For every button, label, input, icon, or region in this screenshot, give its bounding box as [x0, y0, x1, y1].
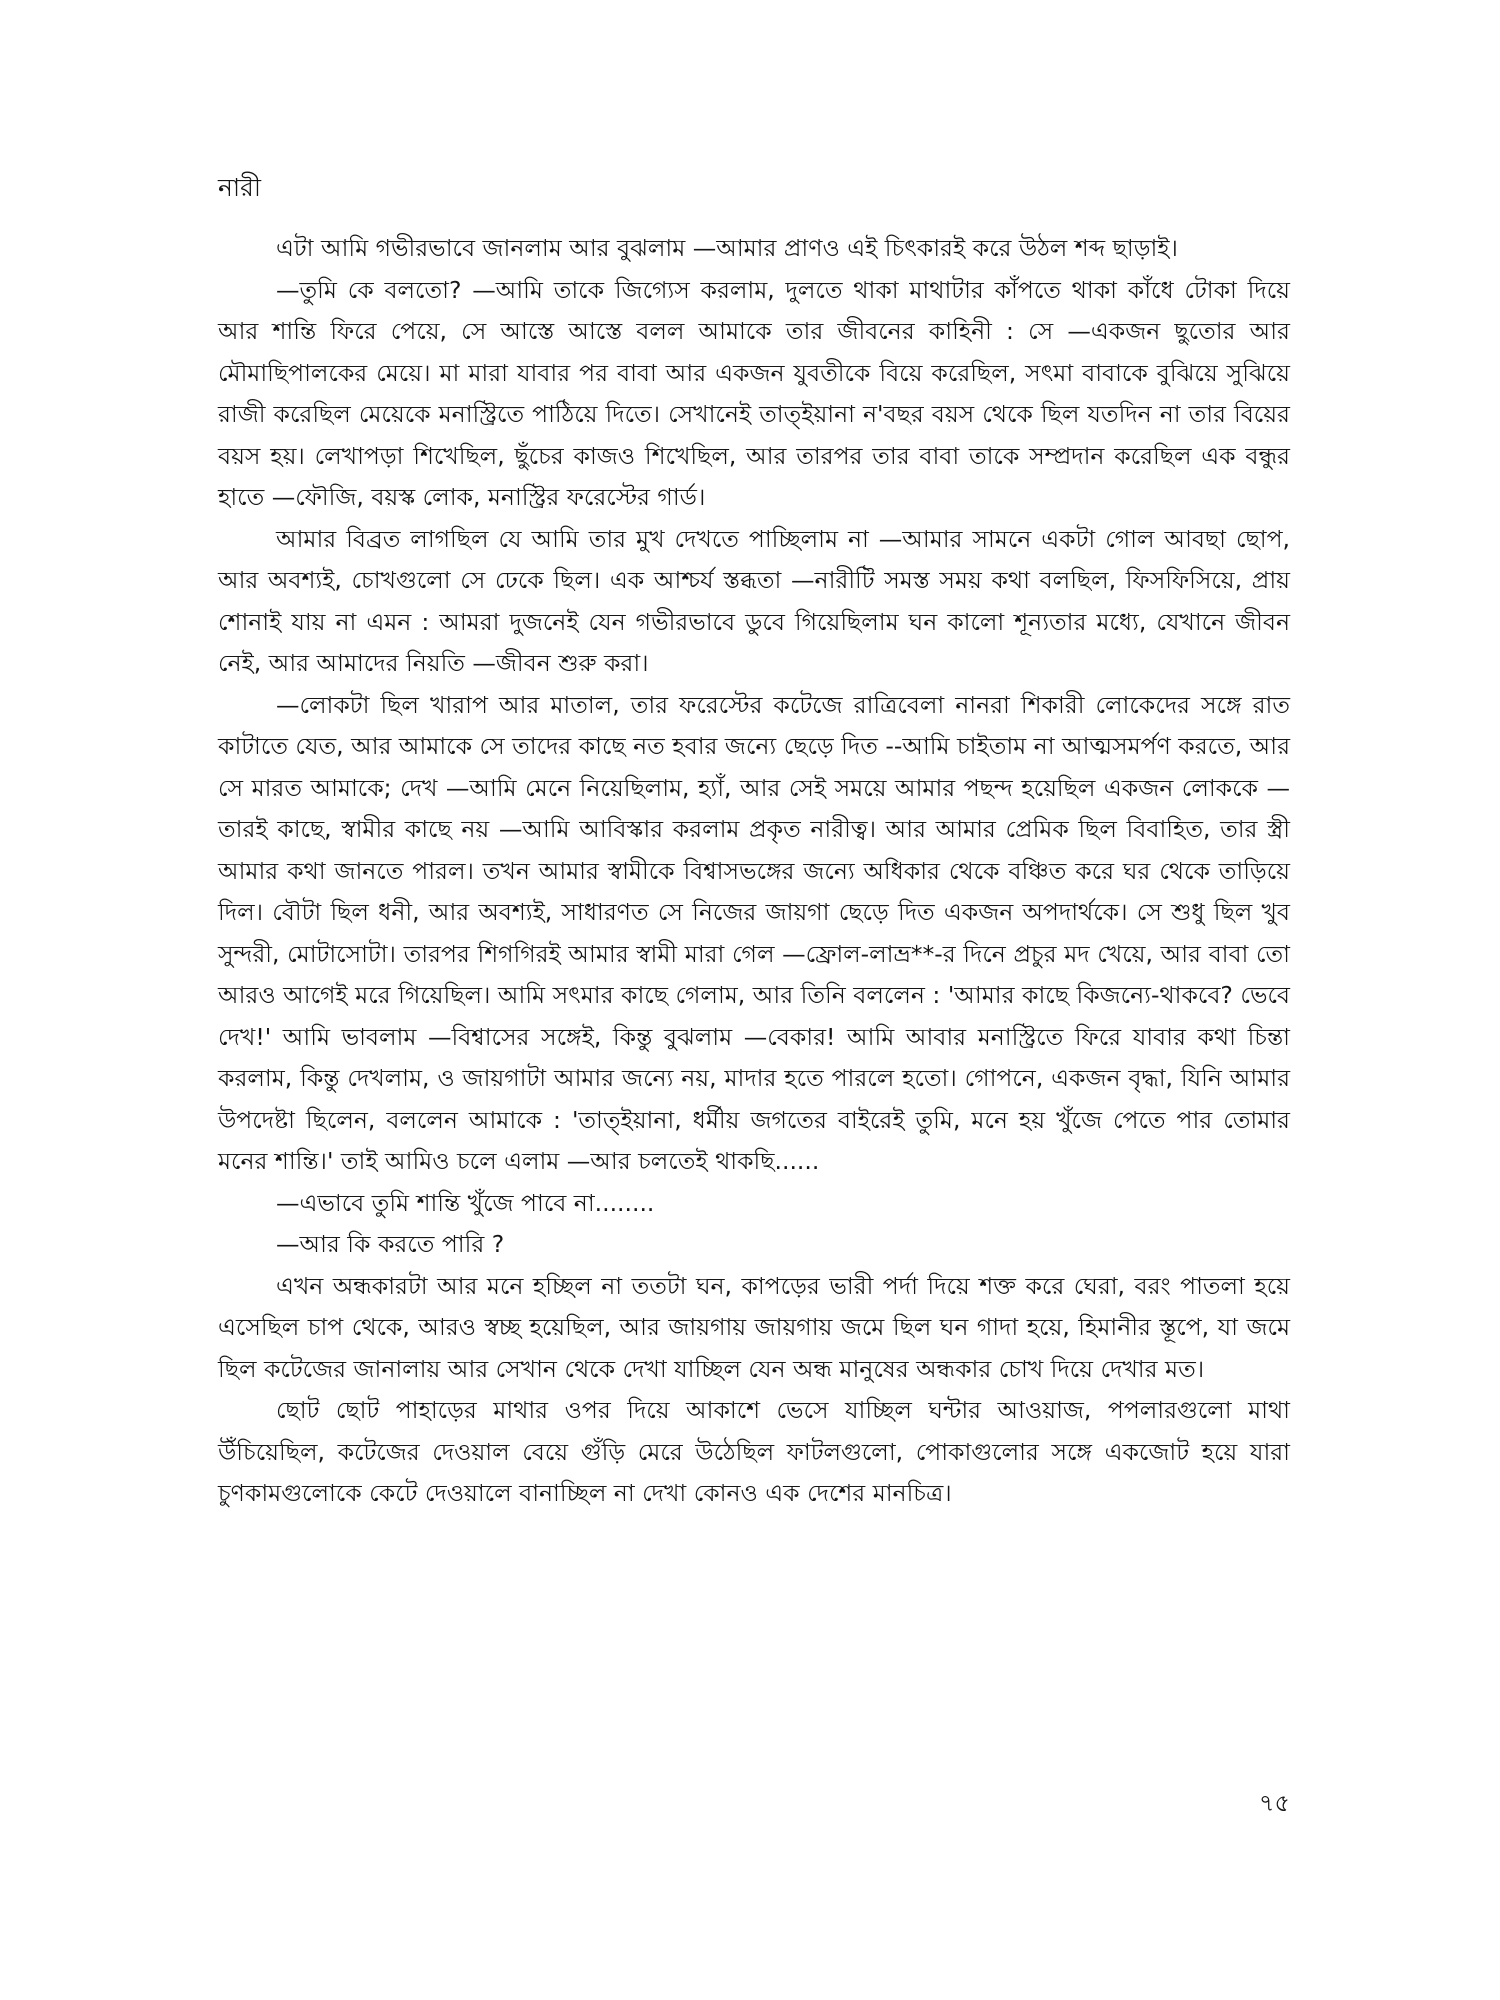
body-text [218, 228, 1290, 1515]
paragraph: ছোট ছোট পাহাড়ের মাথার ওপর দিয়ে আকাশে ভেসে যাচ্ছিল ঘন্টার আওয়াজ, পপলারগুলো মাথা উঁচিয়েছিল, কটেজের দেওয়াল বেয়ে গুঁড়ি মেরে উঠেছিল ফাটলগুলো, পোকাগুলোর সঙ্গে একজোট হয়ে যারা চুণকামগুলোকে কেটে দেওয়ালে বানাচ্ছিল না দেখা কোনও এক দেশের মানচিত্র। [218, 1396, 1290, 1507]
paragraph: এটা আমি গভীরভাবে জানলাম আর বুঝলাম —আমার প্রাণও এই চিৎকারই করে উঠল শব্দ ছাড়াই। [276, 234, 1178, 262]
paragraph: —তুমি কে বলতো? —আমি তাকে জিগ্যেস করলাম, দুলতে থাকা মাথাটার কাঁপতে থাকা কাঁধে টোকা দিয়ে আর শান্তি ফিরে পেয়ে, সে আস্তে আস্তে বলল আমাকে তার জীবনের কাহিনী : সে —একজন ছুতোর আর মৌমাছিপালকের মেয়ে। মা মারা যাবার পর বাবা আর একজন যুবতীকে বিয়ে করেছিল, সৎমা বাবাকে বুঝিয়ে সুঝিয়ে রাজী করেছিল মেয়েকে মনাস্ট্রিতে পাঠিয়ে দিতে। সেখানেই তাত্‌ইয়ানা ন'বছর বয়স থেকে ছিল যতদিন না তার বিয়ের বয়স হয়। লেখাপড়া শিখেছিল, ছুঁচের কাজও শিখেছিল, আর তারপর তার বাবা তাকে সম্প্রদান করেছিল এক বন্ধুর হাতে —ফৌজি, বয়স্ক লোক, মনাস্ট্রির ফরেস্টের গার্ড। [218, 275, 1290, 511]
paragraph: —লোকটা ছিল খারাপ আর মাতাল, তার ফরেস্টের কটেজে রাত্রিবেলা নানরা শিকারী লোকেদের সঙ্গে রাত কাটাতে যেত, আর আমাকে সে তাদের কাছে নত হবার জন্যে ছেড়ে দিত --আমি চাইতাম না আত্মসমর্পণ করতে, আর সে মারত আমাকে; দেখ —আমি মেনে নিয়েছিলাম, হ্যাঁ, আর সেই সময়ে আমার পছন্দ হয়েছিল একজন লোককে —তারই কাছে, স্বামীর কাছে নয় —আমি আবিস্কার করলাম প্রকৃত নারীত্ব। আর আমার প্রেমিক ছিল বিবাহিত, তার স্ত্রী আমার কথা জানতে পারল। তখন আমার স্বামীকে বিশ্বাসভঙ্গের জন্যে অধিকার থেকে বঞ্চিত করে ঘর থেকে তাড়িয়ে দিল। বৌটা ছিল ধনী, আর অবশ্যই, সাধারণত সে নিজের জায়গা ছেড়ে দিত একজন অপদার্থকে। সে শুধু ছিল খুব সুন্দরী, মোটাসোটা। তারপর শিগগিরই আমার স্বামী মারা গেল —ফ্রোল-লাভ্র**-র দিনে প্রচুর মদ খেয়ে, আর বাবা তো আরও আগেই মরে গিয়েছিল। আমি সৎমার কাছে গেলাম, আর তিনি বললেন : 'আমার কাছে কিজন্যে-থাকবে? ভেবে দেখ!' আমি ভাবলাম —বিশ্বাসের সঙ্গেই, কিন্তু বুঝলাম —বেকার! আমি আবার মনাস্ট্রিতে ফিরে যাবার কথা চিন্তা করলাম, কিন্তু দেখলাম, ও জায়গাটা আমার জন্যে নয়, মাদার হতে পারলে হতো। গোপনে, একজন বৃদ্ধা, যিনি আমার উপদেষ্টা ছিলেন, বললেন আমাকে : 'তাত্‌ইয়ানা, ধর্মীয় জগতের বাইরেই তুমি, মনে হয় খুঁজে পেতে পার তোমার মনের শান্তি।' তাই আমিও চলে এলাম —আর চলতেই থাকছি...... [218, 690, 1290, 1175]
paragraph: এখন অন্ধকারটা আর মনে হচ্ছিল না ততটা ঘন, কাপড়ের ভারী পর্দা দিয়ে শক্ত করে ঘেরা, বরং পাতলা হয়ে এসেছিল চাপ থেকে, আরও স্বচ্ছ হয়েছিল, আর জায়গায় জায়গায় জমে ছিল ঘন গাদা হয়ে, হিমানীর স্তূপে, যা জমে ছিল কটেজের জানালায় আর সেখান থেকে দেখা যাচ্ছিল যেন অন্ধ মানুষের অন্ধকার চোখ দিয়ে দেখার মত। [218, 1271, 1290, 1383]
paragraph: —আর কি করতে পারি ? [276, 1230, 505, 1258]
running-head: নারী [218, 173, 262, 202]
page-number: ৭৫ [1258, 1789, 1290, 1817]
paragraph: আমার বিব্রত লাগছিল যে আমি তার মুখ দেখতে পাচ্ছিলাম না —আমার সামনে একটা গোল আবছা ছোপ, আর অবশ্যই, চোখগুলো সে ঢেকে ছিল। এক আশ্চর্য স্তব্ধতা —নারীটি সমস্ত সময় কথা বলছিল, ফিসফিসিয়ে, প্রায় শোনাই যায় না এমন : আমরা দুজনেই যেন গভীরভাবে ডুবে গিয়েছিলাম ঘন কালো শূন্যতার মধ্যে, যেখানে জীবন নেই, আর আমাদের নিয়তি —জীবন শুরু করা। [218, 524, 1290, 677]
paragraph: —এভাবে তুমি শান্তি খুঁজে পাবে না........ [276, 1188, 655, 1217]
